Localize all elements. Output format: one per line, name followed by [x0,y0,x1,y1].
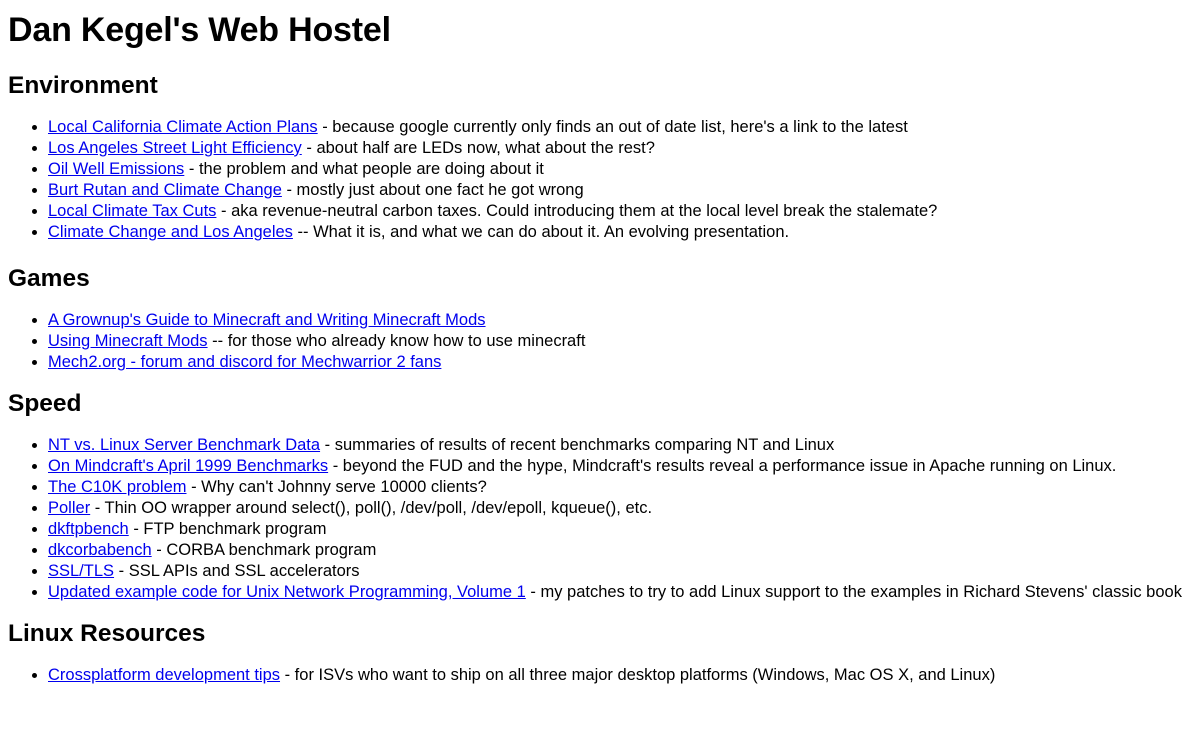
item-description: - summaries of results of recent benchmarks comparing NT and Linux [320,436,835,454]
item-description: -- for those who already know how to use minecraft [207,332,586,350]
link-mech2-org[interactable]: Mech2.org - forum and discord for Mechwarrior 2 fans [48,353,442,371]
item-description: - Why can't Johnny serve 10000 clients? [186,478,487,496]
section-title-speed: Speed [8,390,82,417]
item-description: - SSL APIs and SSL accelerators [114,562,360,580]
link-local-california-climate-action-plans[interactable]: Local California Climate Action Plans [48,118,318,136]
section-title-games: Games [8,265,90,292]
speed-list [8,435,1192,603]
list-item [48,331,1192,352]
item-description: -- What it is, and what we can do about it. An evolving presentation. [292,223,790,241]
link-local-climate-tax-cuts[interactable]: Local Climate Tax Cuts [48,202,217,220]
link-poller[interactable]: Poller [48,499,91,517]
link-crossplatform-development-tips[interactable]: Crossplatform development tips [48,666,281,684]
link-c10k-problem[interactable]: The C10K problem [48,478,187,496]
item-description: - my patches to try to add Linux support to the examples in Richard Stevens' classic book [525,583,1182,601]
list-item [48,222,1192,243]
item-description: - mostly just about one fact he got wrong [281,181,584,199]
link-using-minecraft-mods[interactable]: Using Minecraft Mods [48,332,208,350]
link-dkcorbabench[interactable]: dkcorbabench [48,541,152,559]
list-item [48,352,1192,373]
link-ssl-tls[interactable]: SSL/TLS [48,562,115,580]
linux-resources-list [8,665,1192,686]
list-item [48,159,1192,180]
list-item [48,665,1192,686]
page-title: Dan Kegel's Web Hostel [8,11,391,49]
item-description: - Thin OO wrapper around select(), poll(), /dev/poll, /dev/epoll, kqueue(), etc. [90,499,653,517]
link-unix-network-programming-code[interactable]: Updated example code for Unix Network Programming, Volume 1 [48,583,526,601]
link-burt-rutan-and-climate-change[interactable]: Burt Rutan and Climate Change [48,181,282,199]
item-description: - aka revenue-neutral carbon taxes. Could introducing them at the local level break the stalemate? [216,202,938,220]
list-item [48,561,1192,582]
list-item [48,540,1192,561]
list-item [48,138,1192,159]
link-los-angeles-street-light-efficiency[interactable]: Los Angeles Street Light Efficiency [48,139,302,157]
link-mindcraft-benchmarks[interactable]: On Mindcraft's April 1999 Benchmarks [48,457,329,475]
section-title-environment: Environment [8,72,158,99]
link-grownups-guide-to-minecraft[interactable]: A Grownup's Guide to Minecraft and Writing Minecraft Mods [48,311,486,329]
item-description: - because google currently only finds an out of date list, here's a link to the latest [317,118,908,136]
item-description: - for ISVs who want to ship on all three major desktop platforms (Windows, Mac OS X, and Linux) [280,666,996,684]
list-item [48,310,1192,331]
list-item [48,456,1192,477]
list-item [48,498,1192,519]
item-description: - beyond the FUD and the hype, Mindcraft's results reveal a performance issue in Apache running on Linux. [328,457,1117,475]
link-climate-change-and-los-angeles[interactable]: Climate Change and Los Angeles [48,223,293,241]
environment-list [8,117,1192,243]
link-nt-vs-linux-benchmark-data[interactable]: NT vs. Linux Server Benchmark Data [48,436,321,454]
list-item [48,582,1192,603]
link-dkftpbench[interactable]: dkftpbench [48,520,129,538]
link-oil-well-emissions[interactable]: Oil Well Emissions [48,160,185,178]
games-list [8,310,1192,373]
list-item [48,519,1192,540]
section-title-linux-resources: Linux Resources [8,620,206,647]
list-item [48,180,1192,201]
item-description: - the problem and what people are doing about it [184,160,544,178]
list-item [48,435,1192,456]
item-description: - CORBA benchmark program [151,541,377,559]
list-item [48,201,1192,222]
item-description: - FTP benchmark program [128,520,327,538]
list-item [48,477,1192,498]
item-description: - about half are LEDs now, what about the rest? [301,139,655,157]
list-item [48,117,1192,138]
